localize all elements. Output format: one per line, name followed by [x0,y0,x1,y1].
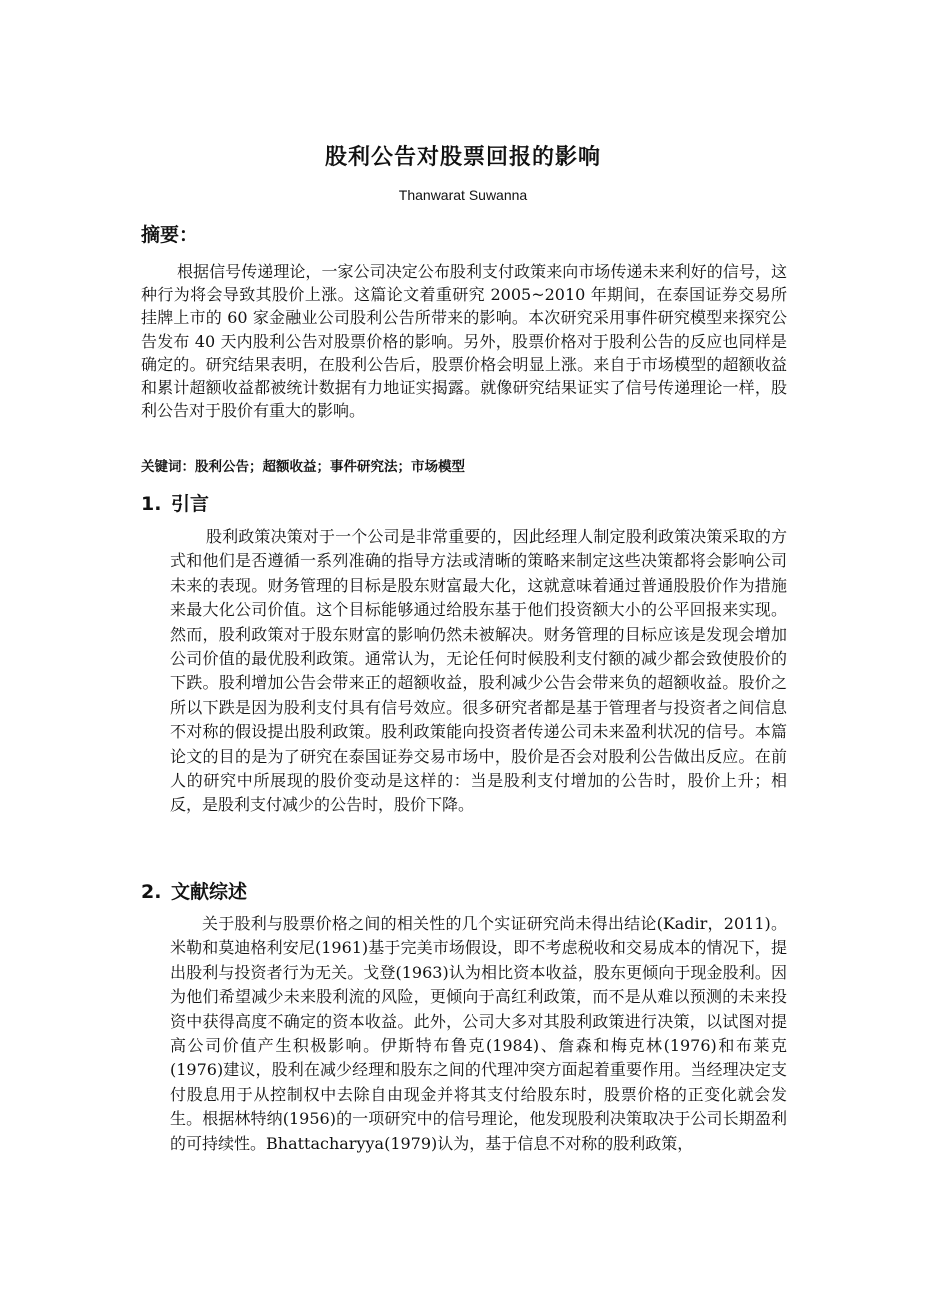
section-heading-introduction [141,489,209,516]
section-body-introduction: 股利政策决策对于一个公司是非常重要的，因此经理人制定股利政策决策采取的方式和他们是否遵循一系列准确的指导方法或清晰的策略来制定这些决策都将会影响公司未来的表现。财务管理的目标是股东财富最大化，这就意味着通过普通股股价作为措施来最大化公司价值。这个目标能够通过给股东基于他们投资额大小的公平回报来实现。然而，股利政策对于股东财富的影响仍然未被解决。财务管理的目标应该是发现会增加公司价值的最优股利政策。通常认为，无论任何时候股利支付额的减少都会致使股价的下跌。股利增加公告会带来正的超额收益，股利减少公告会带来负的超额收益。股价之所以下跌是因为股利支付具有信号效应。很多研究者都是基于管理者与投资者之间信息不对称的假设提出股利政策。股利政策能向投资者传递公司未来盈利状况的信号。本篇论文的目的是为了研究在泰国证券交易市场中，股价是否会对股利公告做出反应。在前人的研究中所展现的股价变动是这样的：当是股利支付增加的公告时，股价上升；相反，是股利支付减少的公告时，股价下降。 [170,527,787,815]
section-title: 引言 [171,493,210,515]
keywords-line: 关键词：股利公告；超额收益；事件研究法；市场模型 [141,459,465,475]
abstract-heading: 摘要： [141,224,199,246]
paper-title: 股利公告对股票回报的影响 [324,145,601,170]
abstract-body: 根据信号传递理论，一家公司决定公布股利支付政策来向市场传递未来利好的信号，这种行为将会导致其股价上涨。这篇论文着重研究 2005~2010 年期间，在泰国证券交易所挂牌上市的 60 家金融业公司股利公告所带来的影响。本次研究采用事件研究模型来探究公告发布 40 天内股利公告对股票价格的影响。另外，股票价格对于股利公告的反应也同样是确定的。研究结果表明，在股利公告后，股票价格会明显上涨。来自于市场模型的超额收益和累计超额收益都被统计数据有力地证实揭露。就像研究结果证实了信号传递理论一样，股利公告对于股价有重大的影响。 [141,262,787,421]
section-body-literature-review: 关于股利与股票价格之间的相关性的几个实证研究尚未得出结论(Kadir，2011)。米勒和莫迪格利安尼(1961)基于完美市场假设，即不考虑税收和交易成本的情况下，提出股利与投资者行为无关。戈登(1963)认为相比资本收益，股东更倾向于现金股利。因为他们希望减少未来股利流的风险，更倾向于高红利政策，而不是从难以预测的未来投资中获得高度不确定的资本收益。此外，公司大多对其股利政策进行决策，以试图对提高公司价值产生积极影响。伊斯特布鲁克(1984)、詹森和梅克林(1976)和布莱克(1976)建议，股利在减少经理和股东之间的代理冲突方面起着重要作用。当经理决定支付股息用于从控制权中去除自由现金并将其支付给股东时，股票价格的正变化就会发生。根据林特纳(1956)的一项研究中的信号理论，他发现股利决策取决于公司长期盈利的可持续性。Bhattacharyya(1979)认为，基于信息不对称的股利政策， [170,914,787,1153]
section-title: 文献综述 [171,881,248,903]
section-number: 1. [141,493,162,515]
section-number: 2. [141,881,162,903]
section-heading-literature-review [141,877,247,904]
author-name: Thanwarat Suwanna [398,187,528,203]
